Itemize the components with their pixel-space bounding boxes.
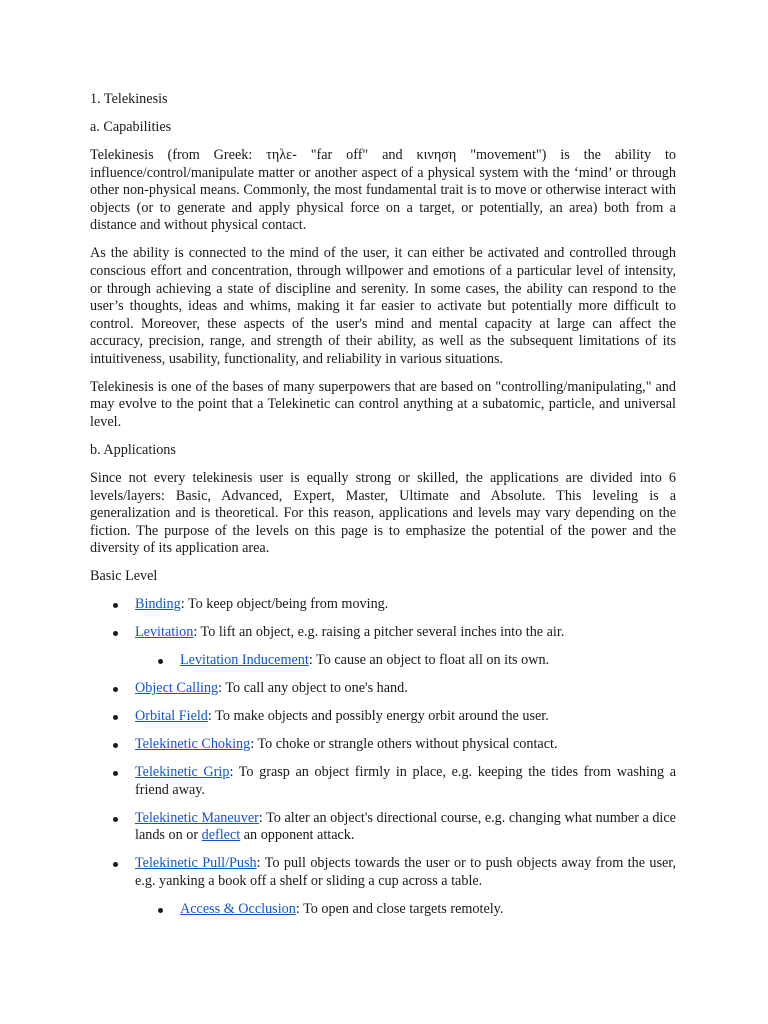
applications-heading: b. Applications (90, 442, 176, 459)
list-item (90, 652, 676, 670)
document-page (90, 91, 676, 929)
list-item (90, 736, 676, 754)
link-binding[interactable]: Binding (135, 596, 181, 613)
link-object-calling[interactable]: Object Calling (135, 680, 219, 697)
list-item (90, 901, 676, 919)
item-description: : To keep object/being from moving. (180, 596, 389, 613)
item-description: : To pull objects towards the user or to push objects away from the user, e.g. yanking a book off a shelf or sliding a cup across a table. (135, 855, 676, 890)
list-item (90, 764, 676, 799)
link-deflect[interactable]: deflect (201, 827, 241, 844)
paragraph-levels: Since not every telekinesis user is equally strong or skilled, the applications are divided into 6 levels/layers: Basic, Advanced, Expert, Master, Ultimate and Absolute. This leveling is a generalization and is theoretical. For this reason, applications and levels may vary depending on the fiction. The purpose of the levels on this page is to emphasize the potential of the power and the diversity of its application area. (90, 470, 676, 557)
item-description: : To cause an object to float all on its own. (308, 652, 550, 669)
basic-level-heading: Basic Level (90, 568, 158, 585)
link-orbital-field[interactable]: Orbital Field (135, 708, 208, 725)
item-description: : To lift an object, e.g. raising a pitcher several inches into the air. (193, 624, 565, 641)
link-levitation-inducement[interactable]: Levitation Inducement (180, 652, 309, 669)
bullet-icon (113, 603, 118, 608)
item-description: : To make objects and possibly energy orbit around the user. (207, 708, 549, 725)
list-item (90, 680, 676, 698)
bullet-icon (113, 715, 118, 720)
paragraph-definition: Telekinesis (from Greek: τηλε- "far off" and κινηση "movement") is the ability to influence/control/manipulate matter or another aspect of a physical system with the ‘mind’ or through other non-physical means. Commonly, the most fundamental trait is to move or otherwise interact with objects (or to generate and apply physical force on a target, or potentially, an area) both from a distance and without physical contact. (90, 146, 676, 234)
item-description: : To call any object to one's hand. (218, 680, 408, 697)
bullet-icon (113, 631, 118, 636)
link-access-occlusion[interactable]: Access & Occlusion (180, 901, 296, 918)
link-telekinetic-grip[interactable]: Telekinetic Grip (135, 764, 230, 781)
bullet-icon (113, 687, 118, 692)
bullet-icon (113, 771, 118, 776)
list-item (90, 855, 676, 890)
link-telekinetic-maneuver[interactable]: Telekinetic Maneuver (135, 809, 259, 826)
link-telekinetic-pull-push[interactable]: Telekinetic Pull/Push (135, 855, 257, 872)
list-item (90, 596, 676, 614)
item-description: : To alter an object's directional course, e.g. changing what number a dice lands on or (135, 809, 676, 844)
item-description: : To choke or strangle others without physical contact. (250, 736, 558, 753)
bullet-icon (113, 743, 118, 748)
item-description-tail: an opponent attack. (240, 827, 355, 844)
bullet-icon (113, 817, 118, 822)
bullet-icon (113, 862, 118, 867)
list-item (90, 810, 676, 845)
link-telekinetic-choking[interactable]: Telekinetic Choking (135, 736, 251, 753)
basic-level-list (90, 596, 676, 918)
bullet-icon (158, 908, 163, 913)
list-item (90, 624, 676, 642)
paragraph-bases: Telekinesis is one of the bases of many superpowers that are based on "controlling/manipulating," and may evolve to the point that a Telekinetic can control anything at a subatomic, particle, and universal level. (90, 378, 676, 431)
bullet-icon (158, 659, 163, 664)
item-description: : To grasp an object firmly in place, e.g. keeping the tides from washing a friend away. (135, 764, 676, 798)
list-item (90, 708, 676, 726)
item-description: : To open and close targets remotely. (295, 901, 504, 918)
capabilities-heading: a. Capabilities (90, 118, 172, 135)
section-heading: 1. Telekinesis (90, 91, 168, 107)
link-levitation[interactable]: Levitation (135, 624, 194, 641)
paragraph-activation: As the ability is connected to the mind of the user, it can either be activated and controlled through conscious effort and concentration, through willpower and emotions of a particular level of intensity, or through achieving a state of discipline and serenity. In some cases, the ability can respond to the user’s thoughts, ideas and whims, making it far easier to activate but potentially more difficult to control. Moreover, these aspects of the user's mind and mental capacity at large can affect the accuracy, precision, range, and strength of their ability, as well as the subsequent limitations of its intuitiveness, usability, functionality, and reliability in various situations. (90, 245, 676, 367)
